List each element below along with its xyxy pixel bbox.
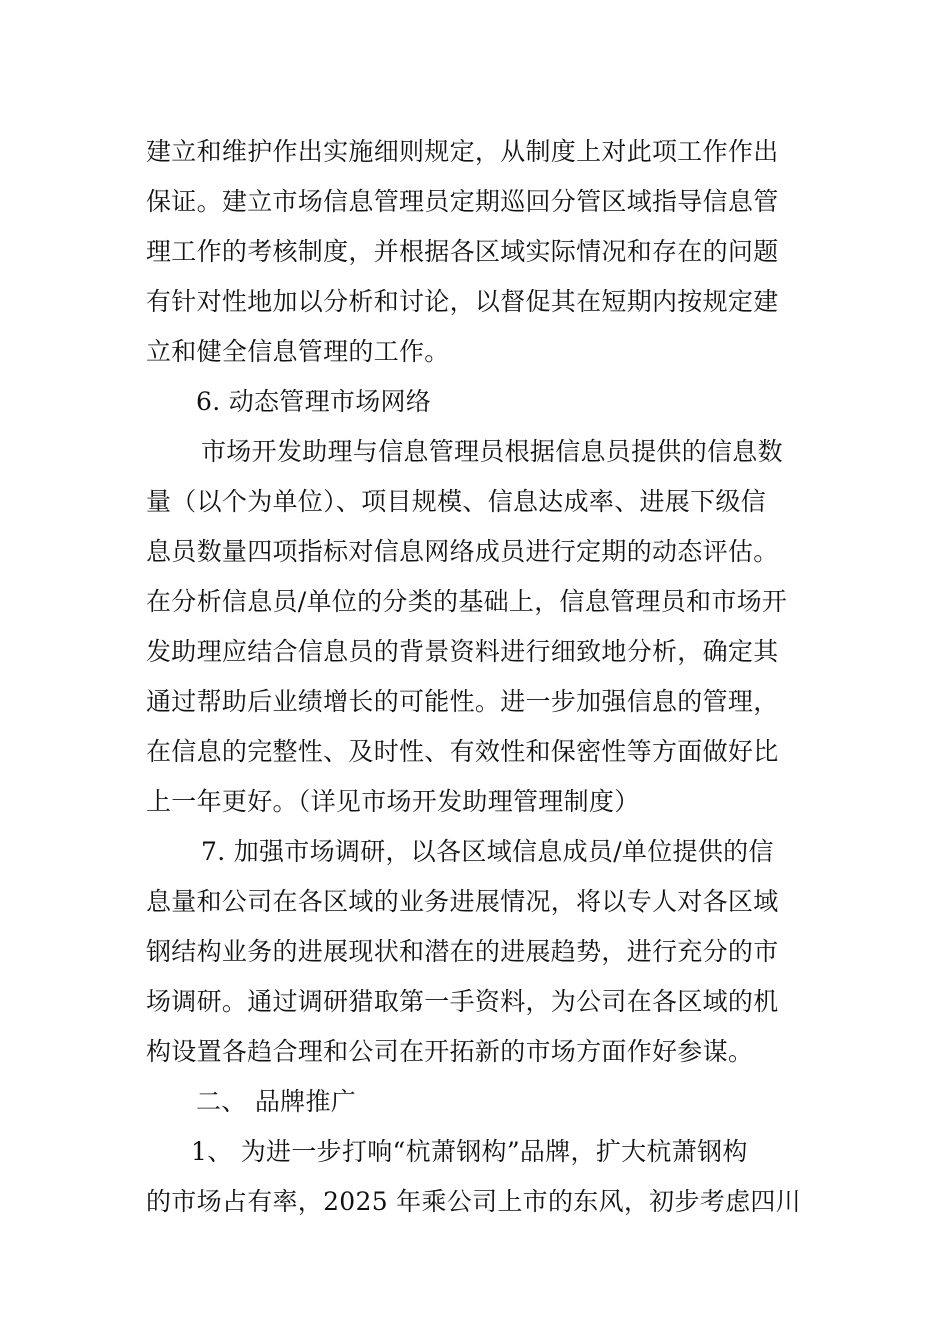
text-line: 在信息的完整性、及时性、有效性和保密性等方面做好比 [146, 737, 779, 766]
text-line: 有针对性地加以分析和讨论，以督促其在短期内按规定建 [146, 287, 779, 316]
text-line: 量（以个为单位）、项目规模、信息达成率、进展下级信 [146, 487, 767, 516]
text-line: 息员数量四项指标对信息网络成员进行定期的动态评估。 [146, 537, 779, 566]
numbered-paragraph: 7. 加强市场调研，以各区域信息成员/单位提供的信 [201, 837, 774, 866]
text-line: 构设置各趋合理和公司在开拓新的市场方面作好参谋。 [146, 1037, 754, 1066]
text-line: 立和健全信息管理的工作。 [146, 337, 450, 366]
text-line: 在分析信息员/单位的分类的基础上，信息管理员和市场开 [146, 587, 788, 616]
body-text [146, 127, 806, 1227]
section-heading: 二、 品牌推广 [196, 1087, 357, 1116]
section-heading: 6. 动态管理市场网络 [196, 387, 432, 416]
text-line: 理工作的考核制度，并根据各区域实际情况和存在的问题 [146, 237, 779, 266]
text-line: 的市场占有率，2025 年乘公司上市的东风，初步考虑四川 [146, 1187, 801, 1216]
text-line: 钢结构业务的进展现状和潜在的进展趋势，进行充分的市 [146, 937, 779, 966]
text-line: 上一年更好。（详见市场开发助理管理制度） [146, 787, 640, 816]
text-line: 场调研。通过调研猎取第一手资料，为公司在各区域的机 [146, 987, 779, 1016]
text-line: 建立和维护作出实施细则规定，从制度上对此项工作作出 [146, 137, 779, 166]
text-line: 通过帮助后业绩增长的可能性。进一步加强信息的管理， [146, 687, 779, 716]
text-line: 市场开发助理与信息管理员根据信息员提供的信息数 [201, 437, 783, 466]
text-line: 保证。建立市场信息管理员定期巡回分管区域指导信息管 [146, 187, 779, 216]
text-line: 发助理应结合信息员的背景资料进行细致地分析，确定其 [146, 637, 779, 666]
text-line: 息量和公司在各区域的业务进展情况，将以专人对各区域 [146, 887, 779, 916]
numbered-paragraph: 1、 为进一步打响“杭萧钢构”品牌，扩大杭萧钢构 [191, 1137, 748, 1166]
